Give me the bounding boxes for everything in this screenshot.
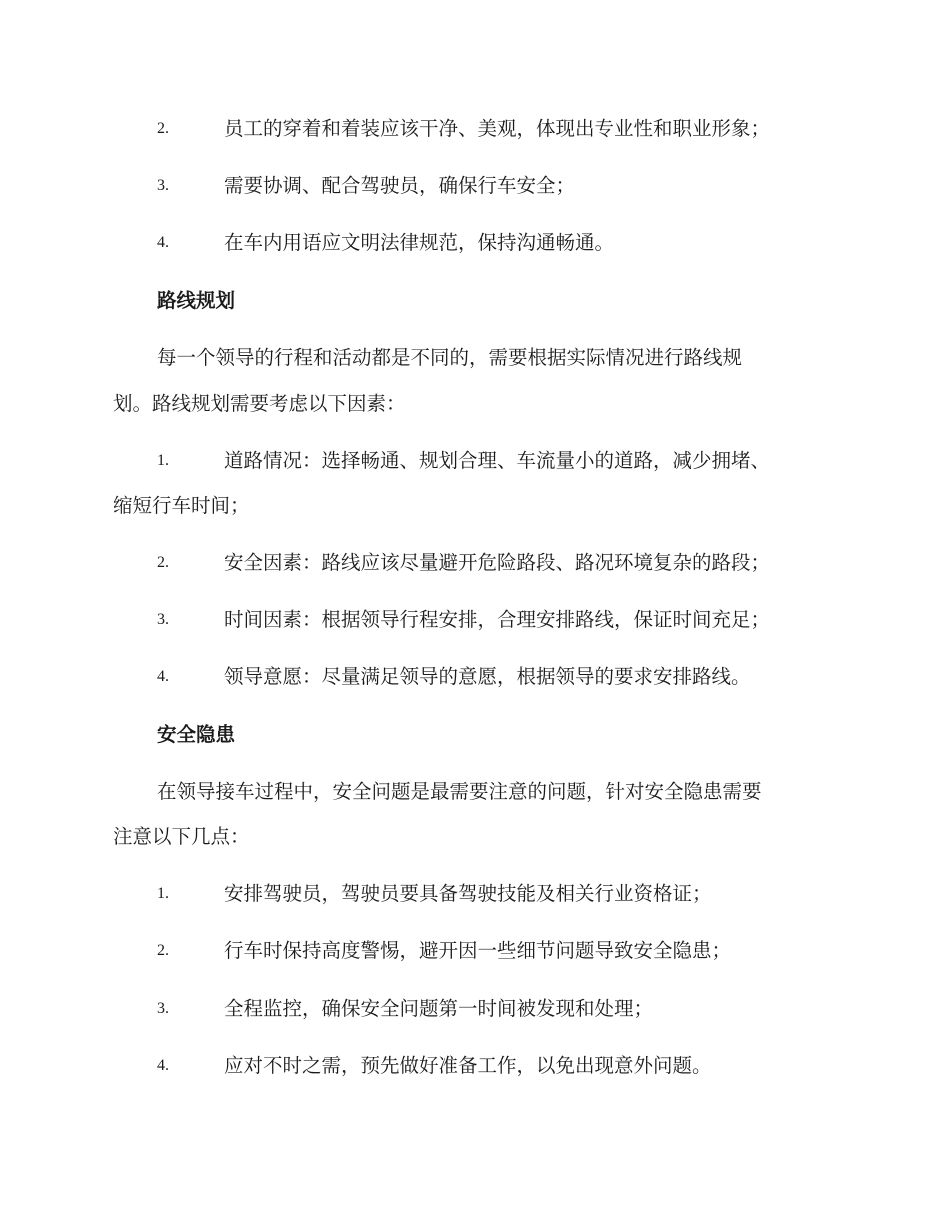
list-number: 2. bbox=[157, 120, 169, 137]
list-number: 4. bbox=[157, 234, 169, 251]
list-text: 领导意愿：尽量满足领导的意愿，根据领导的要求安排路线。 bbox=[224, 665, 751, 688]
heading-text: 路线规划 bbox=[157, 289, 236, 312]
list-text: 安全因素：路线应该尽量避开危险路段、路况环境复杂的路段； bbox=[224, 551, 771, 574]
list-number: 2. bbox=[157, 554, 169, 571]
list-number: 3. bbox=[157, 611, 169, 628]
list-text: 全程监控，确保安全问题第一时间被发现和处理； bbox=[224, 997, 654, 1020]
list-text: 道路情况：选择畅通、规划合理、车流量小的道路，减少拥堵、 bbox=[224, 449, 771, 472]
list-number: 2. bbox=[157, 942, 169, 959]
list-number: 1. bbox=[157, 452, 169, 469]
list-number: 4. bbox=[157, 1057, 169, 1074]
paragraph-text: 划。路线规划需要考虑以下因素： bbox=[113, 392, 406, 415]
list-text: 员工的穿着和着装应该干净、美观，体现出专业性和职业形象； bbox=[224, 117, 771, 140]
list-text: 在车内用语应文明法律规范，保持沟通畅通。 bbox=[224, 231, 615, 254]
list-number: 3. bbox=[157, 1000, 169, 1017]
list-text: 应对不时之需，预先做好准备工作，以免出现意外问题。 bbox=[224, 1054, 712, 1077]
list-text: 安排驾驶员，驾驶员要具备驾驶技能及相关行业资格证； bbox=[224, 882, 712, 905]
list-text: 时间因素：根据领导行程安排，合理安排路线，保证时间充足； bbox=[224, 608, 771, 631]
list-number: 3. bbox=[157, 177, 169, 194]
list-number: 4. bbox=[157, 668, 169, 685]
list-text: 缩短行车时间； bbox=[113, 494, 250, 517]
paragraph-text: 注意以下几点： bbox=[113, 825, 250, 848]
list-text: 需要协调、配合驾驶员，确保行车安全； bbox=[224, 174, 576, 197]
paragraph-text: 每一个领导的行程和活动都是不同的，需要根据实际情况进行路线规 bbox=[157, 346, 743, 369]
paragraph-text: 在领导接车过程中，安全问题是最需要注意的问题，针对安全隐患需要 bbox=[157, 780, 762, 803]
list-number: 1. bbox=[157, 885, 169, 902]
list-text: 行车时保持高度警惕，避开因一些细节问题导致安全隐患； bbox=[224, 939, 732, 962]
heading-text: 安全隐患 bbox=[157, 723, 236, 746]
